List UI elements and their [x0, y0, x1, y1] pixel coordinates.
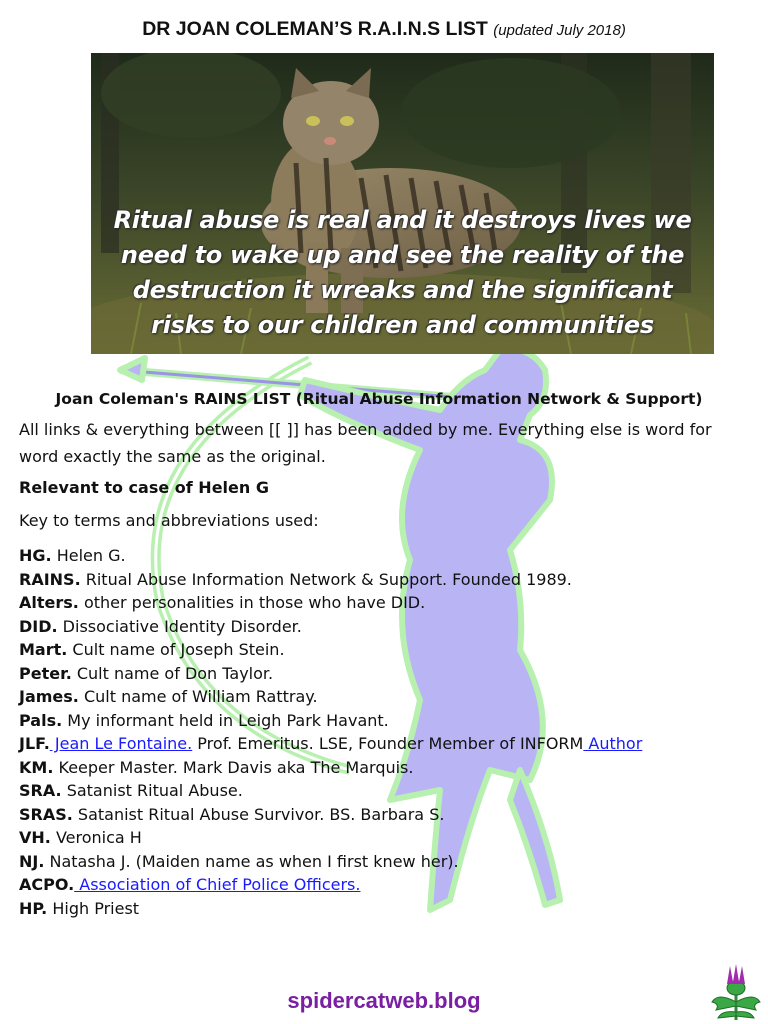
thistle-icon: [708, 962, 764, 1022]
term-abbr: Pals.: [19, 710, 63, 730]
term-item: [19, 826, 739, 850]
quote-line: destruction it wreaks and the significant: [132, 276, 673, 304]
hero-banner-image: [91, 53, 714, 354]
term-abbr: KM.: [19, 757, 54, 777]
term-item: [19, 685, 739, 709]
term-text: Cult name of Joseph Stein.: [67, 640, 285, 659]
term-item: [19, 662, 739, 686]
quote-line: need to wake up and see the reality of the: [120, 241, 685, 269]
term-text: Dissociative Identity Disorder.: [57, 616, 302, 636]
term-item: [19, 544, 739, 568]
term-abbr: JLF.: [19, 734, 50, 753]
term-item: [19, 732, 739, 756]
term-abbr: VH.: [19, 828, 51, 847]
term-item: [19, 568, 739, 592]
term-abbr: Mart.: [19, 640, 68, 659]
term-text: Prof. Emeritus. LSE, Founder Member of INFORM: [192, 734, 584, 753]
terms-list: [19, 544, 739, 920]
term-item: [19, 756, 739, 780]
term-abbr: ACPO.: [19, 875, 75, 894]
term-abbr: James.: [19, 687, 79, 706]
term-item: [19, 638, 739, 662]
footer-site-name: spidercatweb.blog: [287, 988, 481, 1013]
jean-le-fontaine-link[interactable]: Jean Le Fontaine.: [49, 734, 193, 753]
term-abbr: DID.: [19, 616, 58, 636]
term-abbr: Alters.: [19, 593, 79, 612]
term-text: Cult name of Don Taylor.: [71, 663, 274, 683]
key-heading: Key to terms and abbreviations used:: [19, 511, 319, 530]
title-main: DR JOAN COLEMAN’S R.A.I.N.S LIST: [142, 18, 488, 40]
term-text: Ritual Abuse Information Network & Support. Founded 1989.: [80, 569, 572, 589]
term-item: [19, 803, 739, 827]
term-text: other personalities in those who have DID.: [78, 593, 426, 612]
quote-line: Ritual abuse is real and it destroys lives we: [113, 206, 692, 234]
term-item: [19, 873, 739, 897]
title-updated: (updated July 2018): [493, 22, 626, 39]
document-title: [0, 18, 768, 41]
term-abbr: SRAS.: [19, 804, 73, 824]
quote-line: risks to our children and communities: [151, 311, 654, 339]
term-text: Satanist Ritual Abuse.: [61, 781, 243, 800]
term-text: Helen G.: [51, 546, 126, 565]
relevant-heading: Relevant to case of Helen G: [19, 478, 269, 497]
term-item: [19, 850, 739, 874]
term-item: [19, 709, 739, 733]
term-abbr: SRA.: [19, 781, 62, 800]
document-body: [19, 390, 739, 920]
term-item: [19, 779, 739, 803]
term-abbr: HP.: [19, 898, 48, 918]
hero-quote: [109, 203, 696, 343]
term-item: [19, 897, 739, 921]
author-link[interactable]: Author: [583, 734, 643, 753]
term-item: [19, 615, 739, 639]
term-item: [19, 591, 739, 615]
term-abbr: RAINS.: [19, 569, 81, 589]
term-text: Satanist Ritual Abuse Survivor. BS. Barbara S.: [72, 804, 445, 824]
term-text: Keeper Master. Mark Davis aka The Marquis.: [53, 757, 414, 777]
section-heading: Joan Coleman's RAINS LIST (Ritual Abuse Information Network & Support): [55, 390, 703, 408]
term-text: My informant held in Leigh Park Havant.: [62, 710, 389, 730]
term-text: Cult name of William Rattray.: [78, 687, 318, 706]
intro-paragraph: All links & everything between [[ ]] has been added by me. Everything else is word for word exactly the same as the original.: [19, 420, 712, 466]
term-abbr: Peter.: [19, 663, 72, 683]
term-abbr: HG.: [19, 546, 52, 565]
term-text: Veronica H: [50, 828, 142, 847]
term-abbr: NJ.: [19, 851, 45, 871]
term-text: Natasha J. (Maiden name as when I first knew her).: [44, 851, 459, 871]
acpo-link[interactable]: Association of Chief Police Officers.: [74, 875, 361, 894]
term-text: High Priest: [47, 898, 140, 918]
